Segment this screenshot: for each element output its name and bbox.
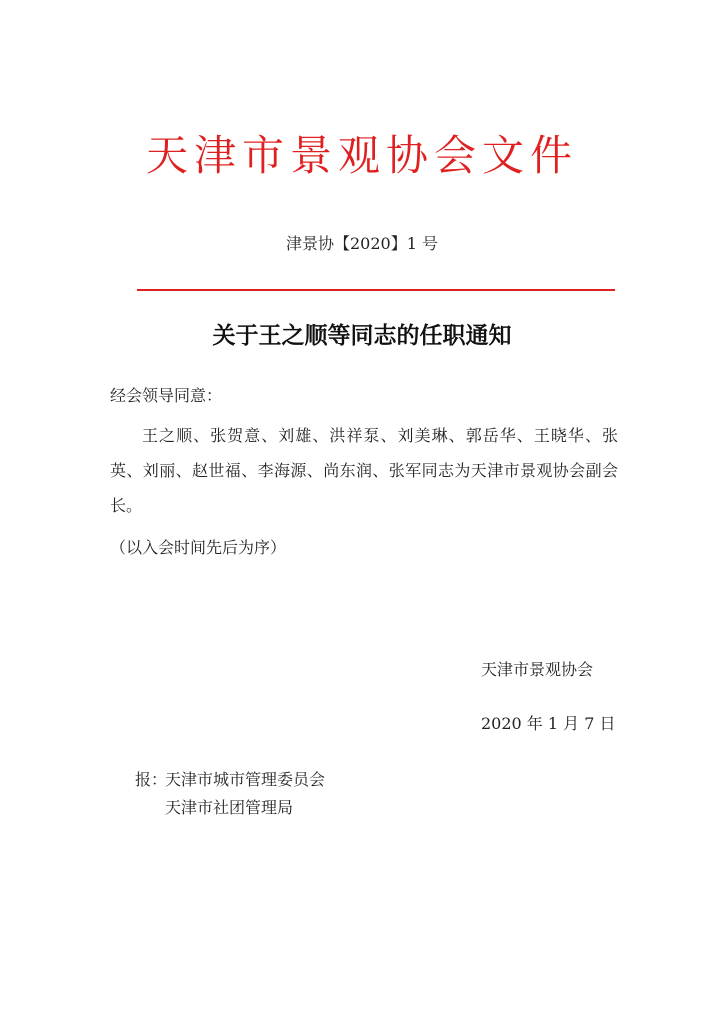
signature-organization: 天津市景观协会 <box>481 660 594 679</box>
report-to-recipient: 天津市城市管理委员会 <box>165 770 326 789</box>
org-file-header: 天津市景观协会文件 <box>145 131 578 180</box>
report-to-block <box>135 766 325 822</box>
red-divider-rule <box>137 289 615 291</box>
document-number: 津景协【2020】1 号 <box>286 234 438 253</box>
order-note: （以入会时间先后为序） <box>110 538 287 557</box>
salutation: 经会领导同意： <box>110 386 223 405</box>
notice-title: 关于王之顺等同志的任职通知 <box>212 323 512 349</box>
signature-date: 2020 年 1 月 7 日 <box>481 714 616 733</box>
report-to-recipient: 天津市社团管理局 <box>165 798 294 817</box>
body-paragraph: 王之顺、张贺意、刘雄、洪祥泵、刘美琳、郭岳华、王晓华、张英、刘丽、赵世福、李海源、尚东润、张军同志为天津市景观协会副会长。 <box>110 426 618 515</box>
report-to-label: 报： <box>135 770 168 789</box>
